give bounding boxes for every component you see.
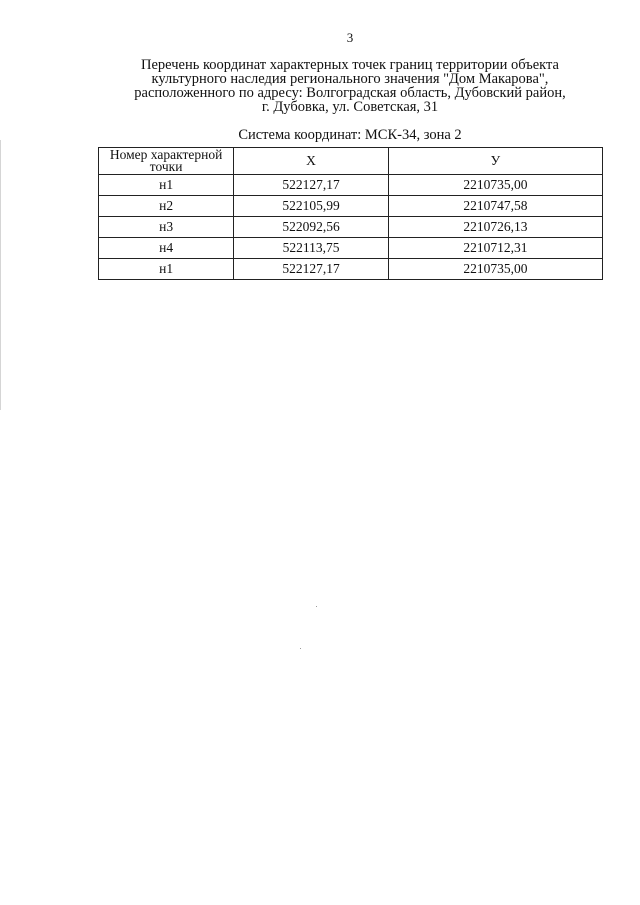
cell-point: н1: [99, 259, 234, 280]
title-line: культурного наследия регионального значения "Дом Макарова",: [151, 71, 549, 87]
cell-x: 522113,75: [234, 238, 389, 259]
cell-point: н2: [99, 196, 234, 217]
header-y: У: [388, 148, 602, 175]
table-row: [99, 259, 603, 280]
table-header-row: [99, 148, 603, 175]
table-row: [99, 217, 603, 238]
cell-y: 2210726,13: [388, 217, 602, 238]
cell-y: 2210735,00: [388, 259, 602, 280]
table-row: [99, 238, 603, 259]
cell-y: 2210747,58: [388, 196, 602, 217]
scan-speck: [300, 648, 301, 649]
document-title: [100, 58, 600, 114]
title-line: расположенного по адресу: Волгоградская область, Дубовский район,: [134, 85, 566, 101]
table-row: [99, 175, 603, 196]
scan-edge-mark: [0, 140, 1, 410]
cell-x: 522127,17: [234, 259, 389, 280]
cell-point: н1: [99, 175, 234, 196]
cell-point: н4: [99, 238, 234, 259]
cell-x: 522127,17: [234, 175, 389, 196]
cell-x: 522105,99: [234, 196, 389, 217]
coordinate-system-label: Система координат: МСК-34, зона 2: [238, 127, 462, 143]
cell-y: 2210735,00: [388, 175, 602, 196]
title-line: г. Дубовка, ул. Советская, 31: [261, 99, 439, 115]
page-number: 3: [346, 30, 354, 45]
coordinates-table: [98, 147, 603, 280]
title-line: Перечень координат характерных точек границ территории объекта: [141, 57, 559, 73]
cell-point: н3: [99, 217, 234, 238]
header-point-number: Номер характерной точки: [99, 148, 234, 175]
cell-y: 2210712,31: [388, 238, 602, 259]
cell-x: 522092,56: [234, 217, 389, 238]
header-x: X: [234, 148, 389, 175]
table-row: [99, 196, 603, 217]
scan-speck: [316, 606, 317, 607]
